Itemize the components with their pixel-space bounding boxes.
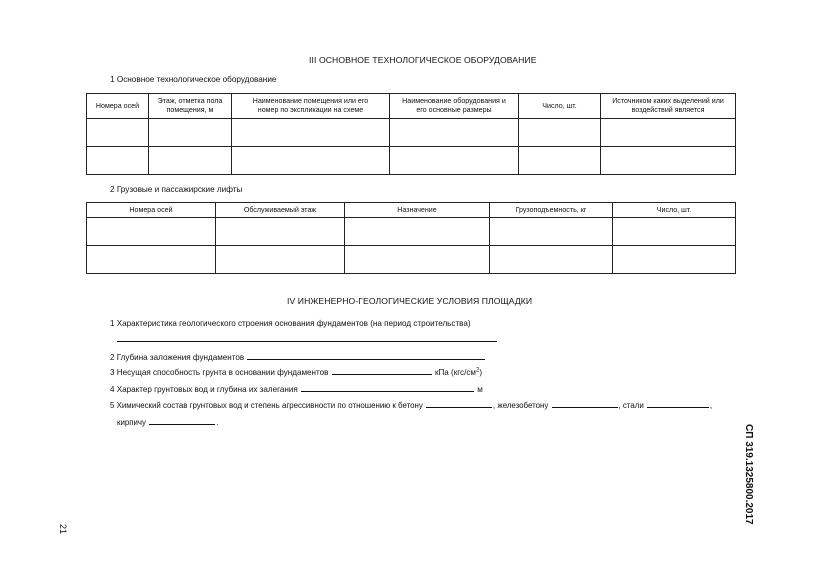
table-cell[interactable] [601, 147, 736, 175]
table-cell[interactable] [390, 119, 519, 147]
item4-unit: м [477, 385, 483, 394]
document-code: СП 319.1325800.2017 [743, 424, 754, 525]
table-row [87, 119, 736, 147]
item5-brick-blank[interactable] [149, 415, 215, 425]
table2-header: Номера осей [87, 203, 216, 218]
table2-header: Число, шт. [613, 203, 736, 218]
item2-blank[interactable] [247, 350, 485, 360]
table-row [87, 218, 736, 246]
table2-caption: 2 Грузовые и пассажирские лифты [110, 185, 243, 194]
table1-header: Этаж, отметка пола помещения, м [149, 94, 232, 119]
item5-steel-label: , стали [618, 401, 644, 410]
section4-title: IV ИНЖЕНЕРНО-ГЕОЛОГИЧЕСКИЕ УСЛОВИЯ ПЛОЩАДКИ [287, 296, 533, 306]
item5-concrete-blank[interactable] [426, 398, 492, 408]
table2-header: Обслуживаемый этаж [216, 203, 345, 218]
item5-comma: , [710, 401, 713, 410]
item1-blank[interactable] [117, 341, 497, 342]
table-cell[interactable] [87, 246, 216, 274]
item5-brick-label: кирпичу [117, 418, 146, 427]
item4-row [110, 382, 483, 394]
item4-blank[interactable] [301, 382, 474, 392]
item5-steel-blank[interactable] [647, 398, 709, 408]
table-row [87, 147, 736, 175]
table-cell[interactable] [232, 147, 390, 175]
table-cell[interactable] [345, 218, 490, 246]
item3-blank[interactable] [332, 365, 432, 375]
table1-header: Номера осей [87, 94, 149, 119]
table2-header: Назначение [345, 203, 490, 218]
table-cell[interactable] [519, 119, 601, 147]
item3-unit: кПа (кгс/см [434, 368, 476, 377]
table-row [87, 246, 736, 274]
table-cell[interactable] [149, 119, 232, 147]
item3-sup: 2 [475, 367, 480, 374]
table1-header: Число, шт. [519, 94, 601, 119]
table-cell[interactable] [390, 147, 519, 175]
table-cell[interactable] [613, 246, 736, 274]
section3-title: III ОСНОВНОЕ ТЕХНОЛОГИЧЕСКОЕ ОБОРУДОВАНИЕ [309, 55, 537, 65]
elevators-table [86, 202, 736, 274]
table-cell[interactable] [216, 218, 345, 246]
item5-reinforced-label: , железобетону [493, 401, 549, 410]
table-cell[interactable] [216, 246, 345, 274]
item5-period: . [216, 418, 219, 427]
table1-header: Наименование оборудования и его основные размеры [390, 94, 519, 119]
table-cell[interactable] [87, 119, 149, 147]
table-cell[interactable] [490, 246, 613, 274]
page-number: 21 [58, 524, 68, 535]
table-cell[interactable] [613, 218, 736, 246]
item4-label: 4 Характер грунтовых вод и глубина их залегания [110, 385, 298, 394]
table1-header: Наименование помещения или его номер по экспликации на схеме [232, 94, 390, 119]
item5-label: 5 Химический состав грунтовых вод и степень агрессивности по отношению к бетону [110, 401, 423, 410]
item5-row [110, 398, 712, 410]
item5-reinforced-blank[interactable] [552, 398, 618, 408]
table-cell[interactable] [149, 147, 232, 175]
table1-caption: 1 Основное технологическое оборудование [110, 75, 277, 84]
table2-header: Грузоподъемность, кг [490, 203, 613, 218]
table-cell[interactable] [87, 147, 149, 175]
table-cell[interactable] [345, 246, 490, 274]
item2-row [110, 350, 486, 362]
item5-row2 [117, 415, 218, 427]
table-cell[interactable] [601, 119, 736, 147]
item2-label: 2 Глубина заложения фундаментов [110, 353, 245, 362]
item3-row [110, 365, 482, 377]
table-cell[interactable] [519, 147, 601, 175]
table-cell[interactable] [87, 218, 216, 246]
table-cell[interactable] [490, 218, 613, 246]
item3-label: 3 Несущая способность грунта в основании фундаментов [110, 368, 329, 377]
equipment-table [86, 93, 736, 175]
table-cell[interactable] [232, 119, 390, 147]
item1-label: 1 Характеристика геологического строения основания фундаментов (на период строительства) [110, 319, 471, 328]
item3-close: ) [479, 368, 483, 377]
table1-header: Источником каких выделений или воздействий является [601, 94, 736, 119]
